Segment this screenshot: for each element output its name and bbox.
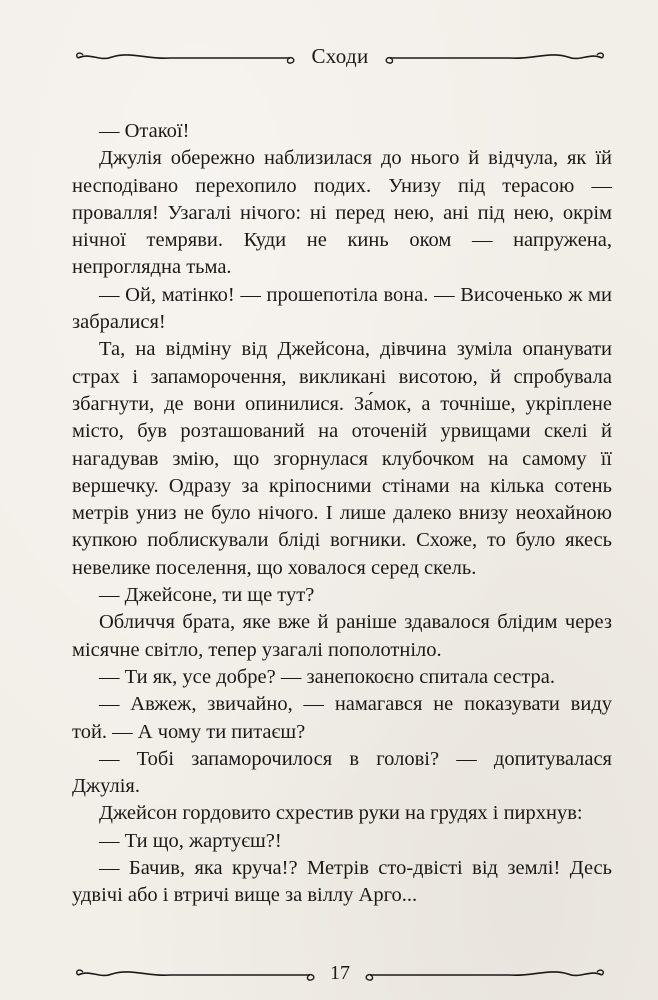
paragraph: — Тобі запаморочилося в голові? — допитувалася Джулія.	[72, 747, 612, 798]
chapter-title: Сходи	[311, 44, 369, 68]
paragraph: — Отакої!	[99, 120, 190, 142]
paragraph: Та, на відміну від Джейсона, дівчина зуміла опанувати страх і запаморочення, викликані висотою, й спробувала збагнути, де вони опинилися. За́мок, а точніше, укріплене місто, був розташований на оточеній урвищами скелі й нагадував змію, що згорнулася клубочком на самому її вершечку. Одразу за кріпосними стінами на кілька сотень метрів униз не було нічого. І лише далеко внизу неохайною купкою поблискували бліді вогники. Схоже, то було якесь невелике поселення, що ховалося серед скель.	[72, 338, 612, 579]
paragraph: — Ти що, жартуєш?!	[99, 829, 282, 852]
paragraph: — Ти як, усе добре? — занепокоєно спитала сестра.	[99, 665, 556, 688]
paragraph: — Авжеж, звичайно, — намагався не показувати виду той. — А чому ти питаєш?	[72, 693, 612, 743]
page-footer	[70, 958, 610, 992]
paragraph: Джулія обережно наблизилася до нього й відчула, як їй несподівано перехопило подих. Унизу під терасою — провалля! Узагалі нічого: ні перед нею, ані під нею, окрім нічної темряви. Куди не кинь оком — напружена, непроглядна тьма.	[72, 147, 612, 279]
page-body	[72, 118, 612, 910]
paragraph: — Бачив, яка круча!? Метрів сто-двісті від землі! Десь удвічі або і втричі вище за віллу Арго...	[72, 857, 612, 907]
paragraph: Обличчя брата, яке вже й раніше здавалося блідим через місячне світло, тепер узагалі пополотніло.	[72, 611, 612, 661]
page-number: 17	[330, 962, 350, 984]
paragraph: — Джейсоне, ти ще тут?	[99, 584, 315, 607]
paragraph: — Ой, матінко! — прошепотіла вона. — Височенько ж ми забралися!	[72, 283, 612, 334]
paragraph: Джейсон гордовито схрестив руки на грудях і пирхнув:	[99, 802, 583, 825]
running-header	[70, 40, 610, 76]
